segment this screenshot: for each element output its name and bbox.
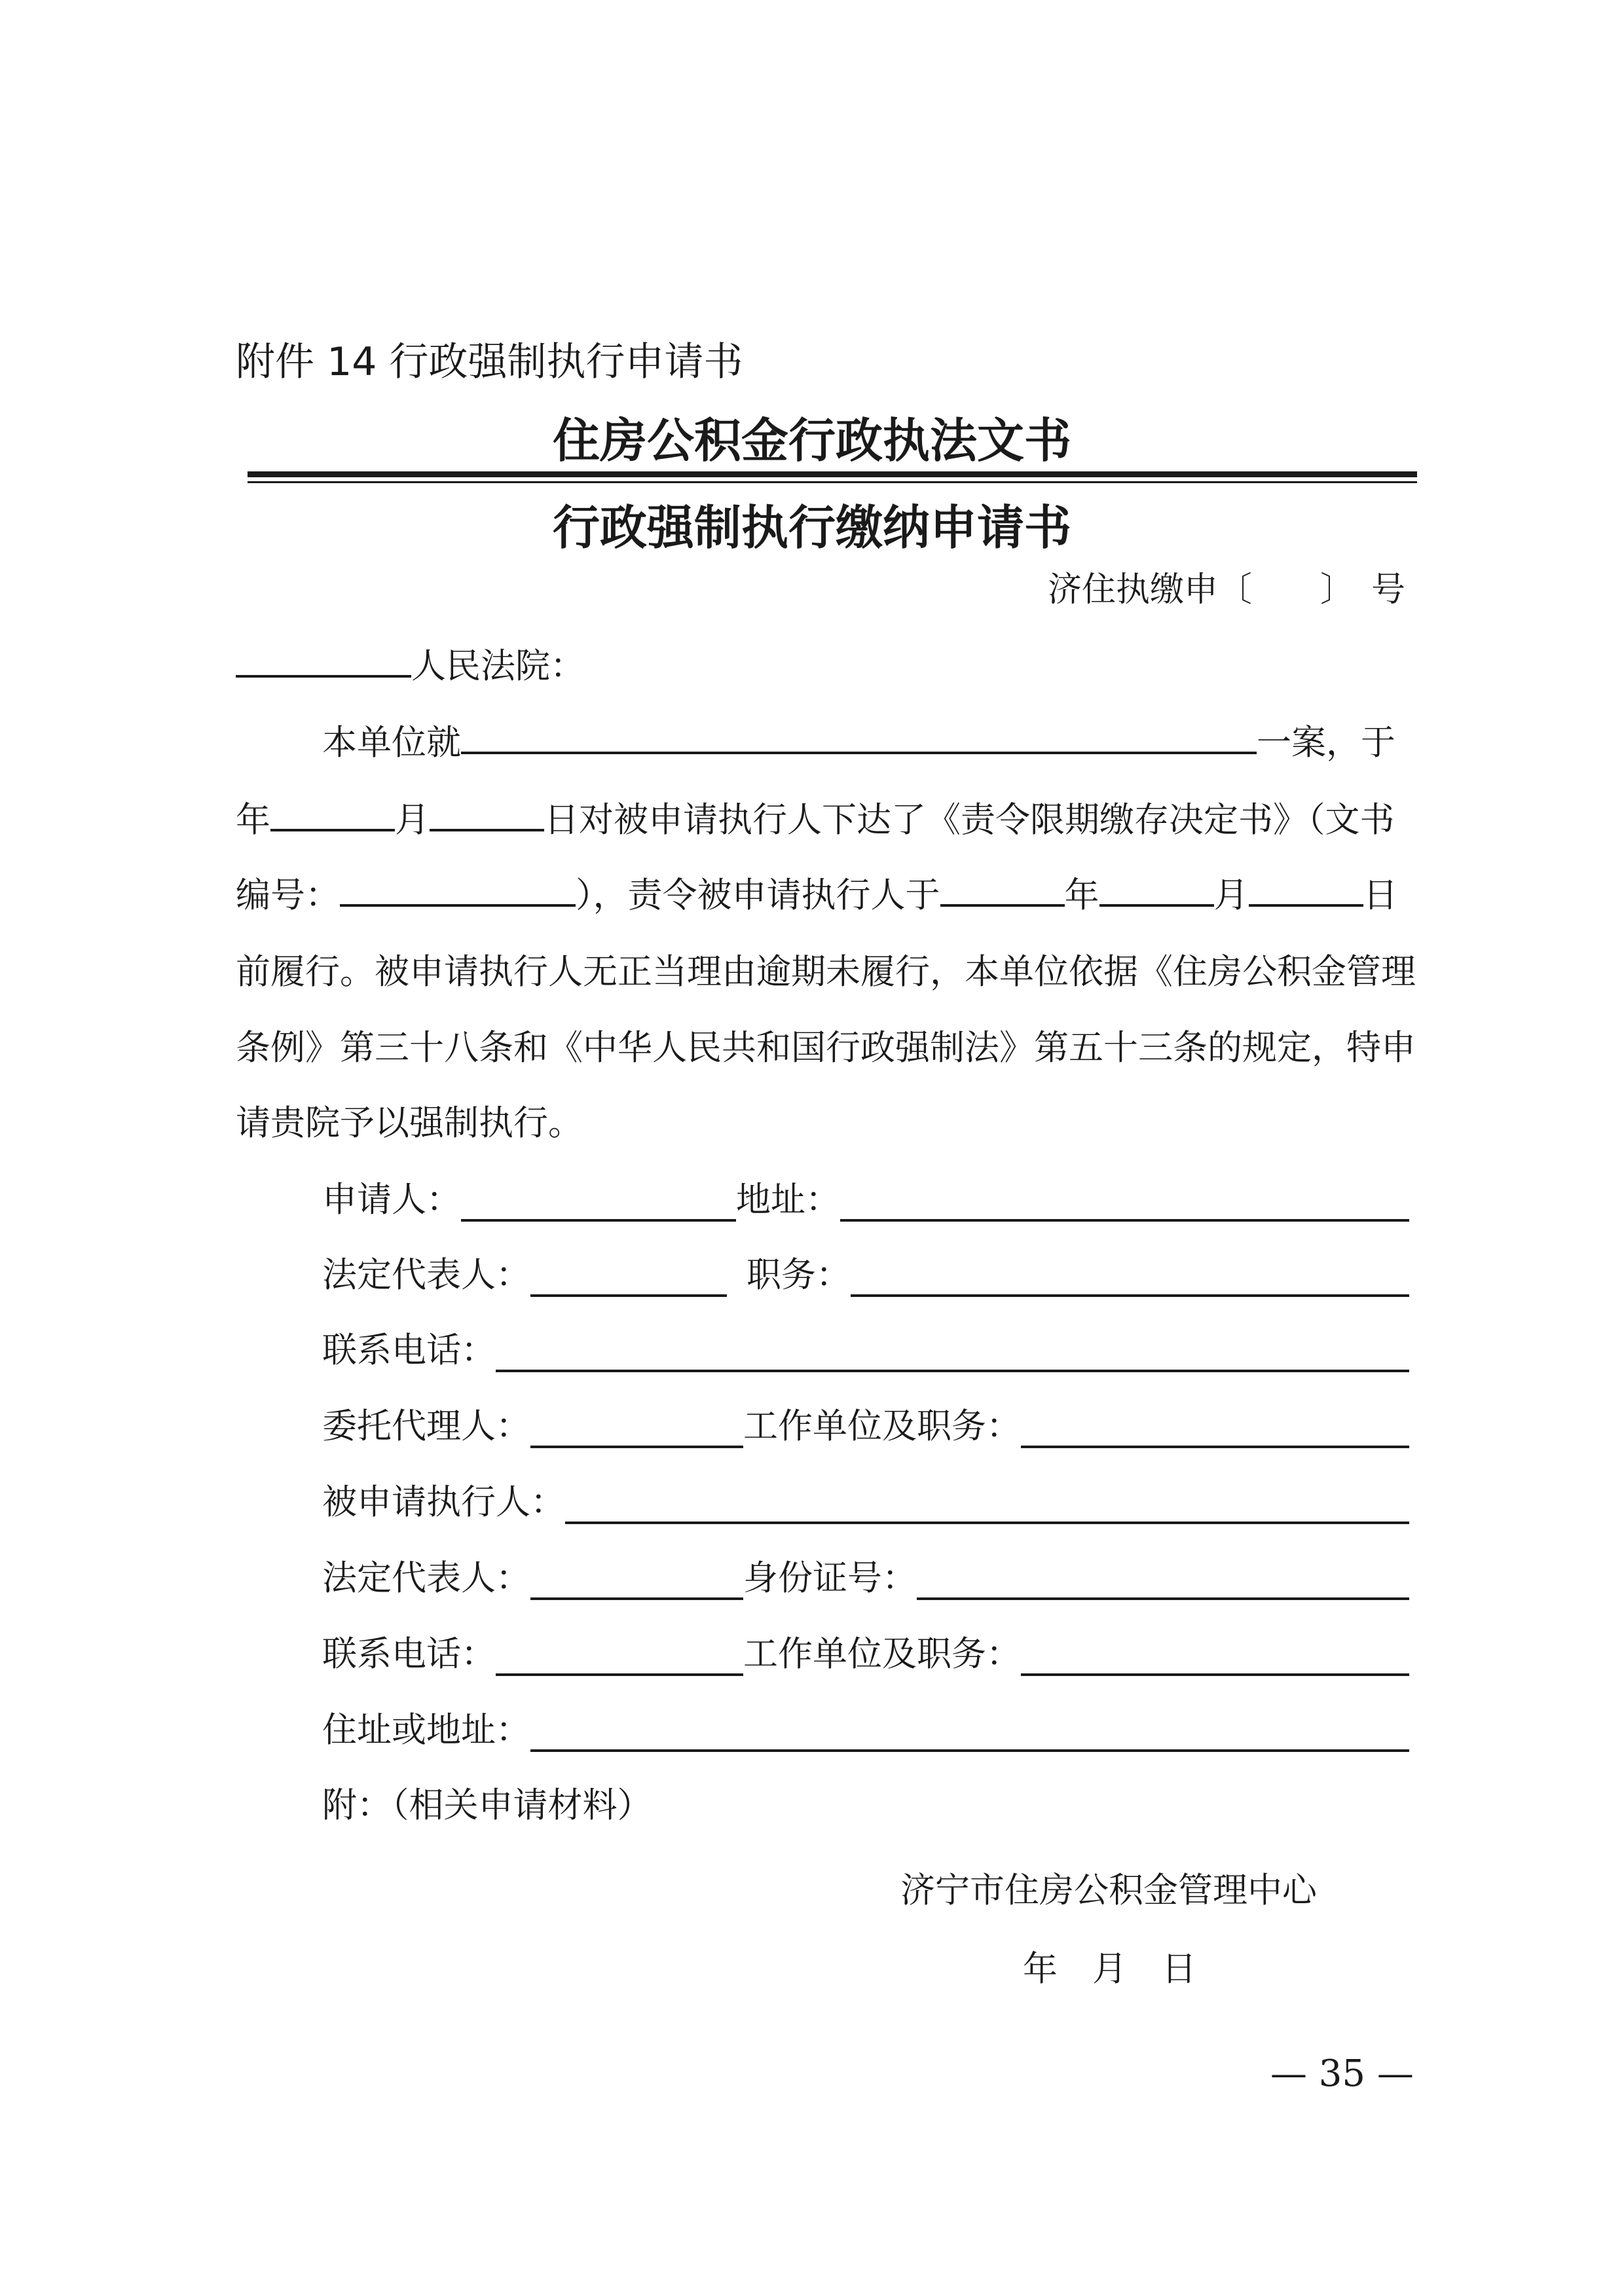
address-field[interactable] (840, 1188, 1409, 1222)
document-number: 济住执缴申〔 〕 号 (1048, 570, 1406, 610)
month2-blank[interactable] (1099, 873, 1214, 907)
position-field[interactable] (851, 1263, 1409, 1297)
para-line-6: 请贵院予以强制执行。 (236, 1103, 583, 1143)
respondent-field[interactable] (565, 1490, 1409, 1524)
court-line: 人民法院： (236, 638, 585, 688)
legal-rep2-field[interactable] (530, 1566, 743, 1600)
document-title-sub: 行政强制执行缴纳申请书 (552, 500, 1071, 555)
month-blank[interactable] (430, 797, 544, 831)
signature-date: 年 月 日 (1023, 1949, 1196, 1989)
phone2-field[interactable] (496, 1642, 743, 1676)
residence-row: 住址或地址： (322, 1702, 1409, 1752)
work-unit2-field[interactable] (1021, 1642, 1409, 1676)
applicant-field[interactable] (461, 1188, 736, 1222)
year-blank[interactable] (270, 797, 395, 831)
attachment-label: 附件 14 行政强制执行申请书 (236, 339, 743, 385)
applicant-row: 申请人： 地址： (322, 1172, 1409, 1222)
para-line-5: 条例》第三十八条和《中华人民共和国行政强制法》第五十三条的规定，特申 (236, 1028, 1416, 1068)
id-number-field[interactable] (917, 1566, 1409, 1600)
document-title-main: 住房公积金行政执法文书 (552, 412, 1071, 468)
legal-rep-row: 法定代表人： 职务： (322, 1247, 1409, 1297)
residence-field[interactable] (530, 1718, 1409, 1752)
phone-field[interactable] (496, 1338, 1409, 1372)
para-line-3: 编号： ），责令被申请执行人于 年 月 日 (236, 867, 1398, 917)
page-number: — 35 — (1270, 2052, 1414, 2095)
phone-row: 联系电话： (322, 1322, 1409, 1372)
para-line-2: 年 月 日对被申请执行人下达了《责令限期缴存决定书》（文书 (236, 792, 1395, 842)
case-blank[interactable] (461, 720, 1257, 754)
legal-rep-field[interactable] (530, 1263, 727, 1297)
signature-org: 济宁市住房公积金管理中心 (900, 1870, 1317, 1910)
agent-field[interactable] (530, 1414, 743, 1448)
attachments-note: 附：（相关申请材料） (322, 1785, 652, 1825)
doc-number-blank[interactable] (340, 873, 576, 907)
phone2-row: 联系电话： 工作单位及职务： (322, 1626, 1409, 1676)
work-unit-field[interactable] (1021, 1414, 1409, 1448)
day2-blank[interactable] (1249, 873, 1363, 907)
year2-blank[interactable] (940, 873, 1065, 907)
court-blank[interactable] (236, 644, 411, 678)
para-line-1: 本单位就 一案，于 (322, 715, 1395, 765)
respondent-row: 被申请执行人： (322, 1474, 1409, 1524)
agent-row: 委托代理人： 工作单位及职务： (322, 1398, 1409, 1448)
title-rule-thin (248, 481, 1417, 483)
title-rule-thick (248, 471, 1417, 477)
legal-rep2-row: 法定代表人： 身份证号： (322, 1550, 1409, 1600)
para-line-4: 前履行。被申请执行人无正当理由逾期未履行，本单位依据《住房公积金管理 (236, 952, 1416, 992)
